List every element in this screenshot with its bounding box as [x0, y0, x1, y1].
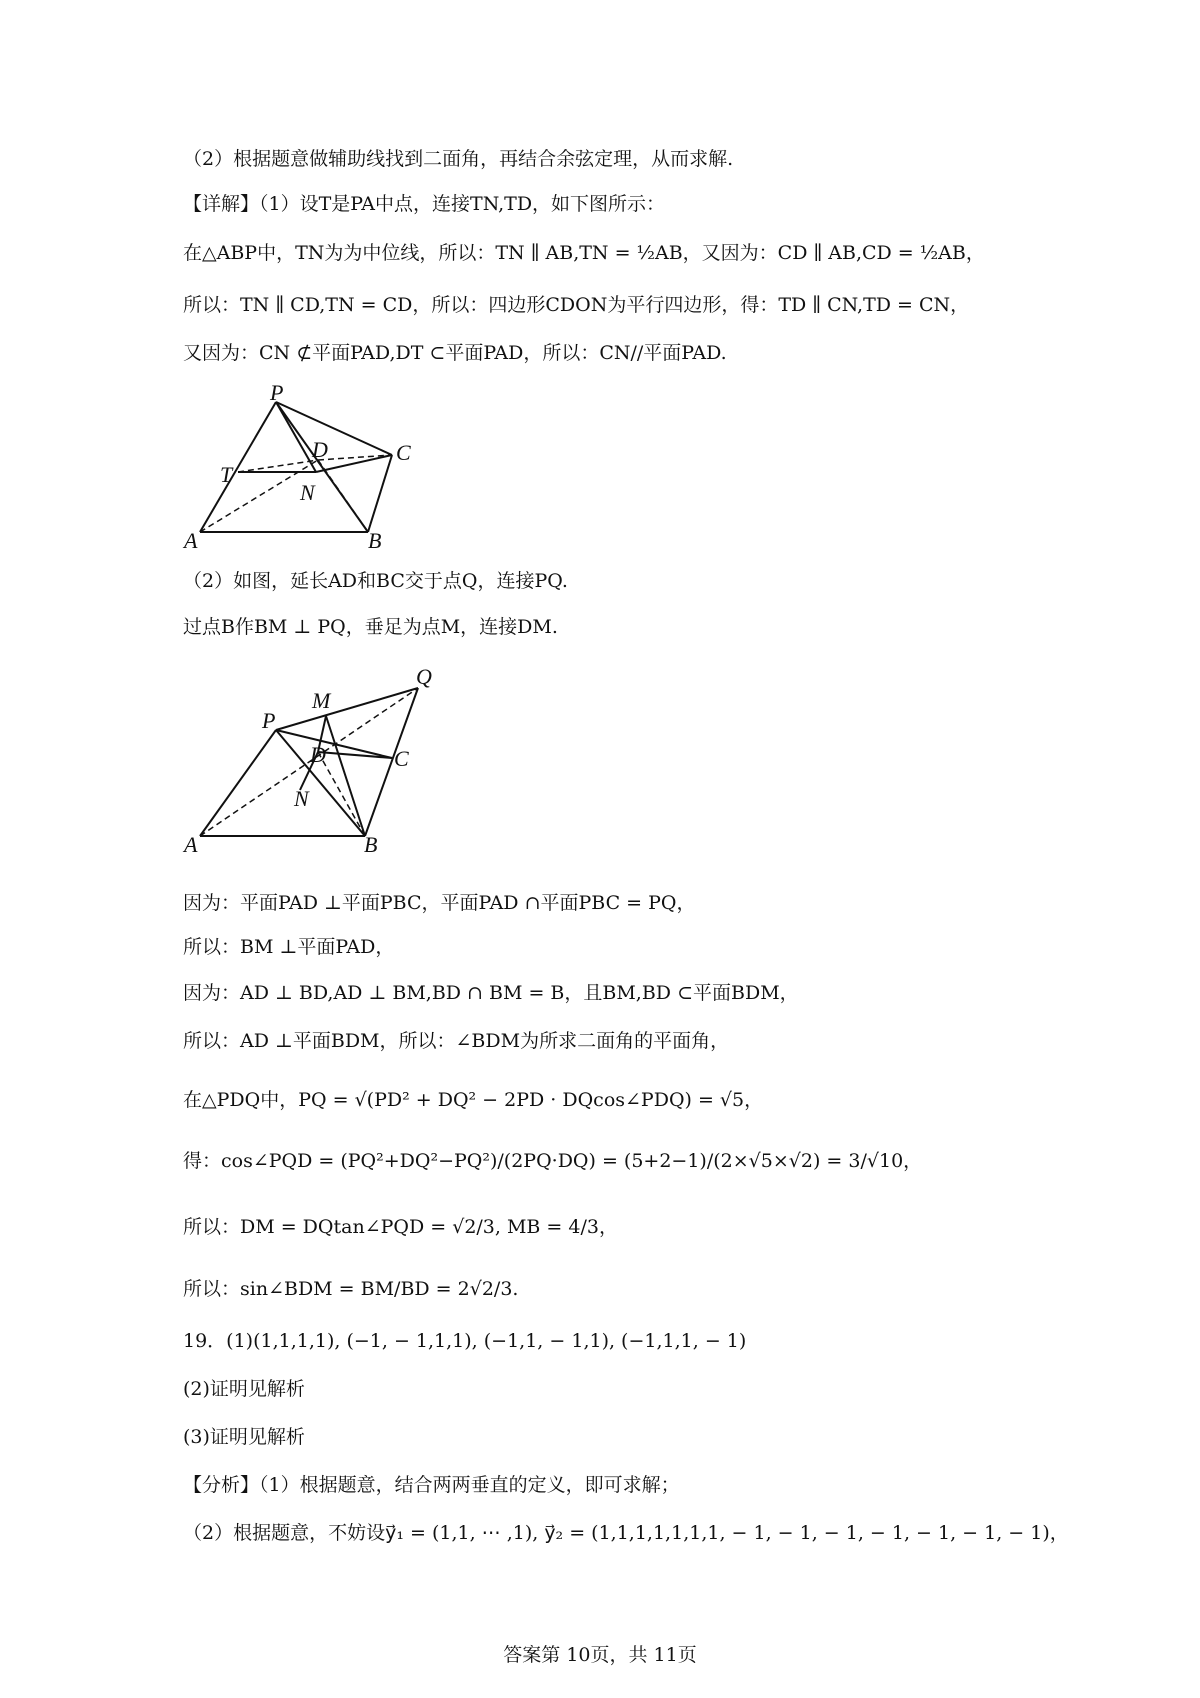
text-line-14: 所以：DM = DQtan∠PQD = √2/3, MB = 4/3，	[183, 1216, 618, 1238]
text-line-12: 在△PDQ中，PQ = √(PD² + DQ² − 2PD · DQcos∠PDQ) = √5，	[183, 1089, 764, 1111]
text-line-4: 所以：TN ∥ CD,TN = CD，所以：四边形CDON为平行四边形，得：TD ∥ CN,TD = CN，	[183, 294, 970, 316]
label-C: C	[394, 746, 409, 771]
text-line-19: 【分析】（1）根据题意，结合两两垂直的定义，即可求解；	[183, 1474, 680, 1496]
figure-1-pyramid	[180, 380, 420, 553]
text-line-18: (3)证明见解析	[183, 1426, 305, 1448]
text-line-5: 又因为：CN ⊄平面PAD,DT ⊂平面PAD，所以：CN//平面PAD.	[183, 342, 727, 364]
text-line-2: 【详解】（1）设T是PA中点，连接TN,TD，如下图所示：	[183, 193, 666, 215]
text-line-16: 19．(1)(1,1,1,1), (−1, − 1,1,1), (−1,1, − 1,1), (−1,1,1, − 1)	[183, 1330, 747, 1352]
figure-2-pyramid	[180, 660, 450, 855]
label-P: P	[262, 708, 276, 733]
label-A: A	[184, 832, 198, 857]
text-line-7: 过点B作BM ⊥ PQ，垂足为点M，连接DM.	[183, 616, 558, 638]
text-line-15: 所以：sin∠BDM = BM/BD = 2√2/3.	[183, 1278, 519, 1300]
label-A: A	[184, 528, 198, 553]
text-line-13: 得：cos∠PQD = (PQ²+DQ²−PQ²)/(2PQ·DQ) = (5+2−1)/(2×√5×√2) = 3/√10，	[183, 1150, 923, 1172]
text-line-3: 在△ABP中，TN为为中位线，所以：TN ∥ AB,TN = ½AB，又因为：CD ∥ AB,CD = ½AB，	[183, 242, 985, 264]
label-M: M	[312, 688, 331, 713]
label-T: T	[220, 462, 233, 487]
label-Q: Q	[416, 664, 432, 689]
label-C: C	[396, 440, 411, 465]
label-B: B	[368, 528, 382, 553]
label-D: D	[310, 742, 326, 767]
text-line-9: 所以：BM ⊥平面PAD，	[183, 936, 395, 958]
text-line-10: 因为：AD ⊥ BD,AD ⊥ BM,BD ∩ BM = B，且BM,BD ⊂平面BDM，	[183, 982, 799, 1004]
text-line-6: （2）如图，延长AD和BC交于点Q，连接PQ.	[183, 570, 568, 592]
text-line-11: 所以：AD ⊥平面BDM，所以：∠BDM为所求二面角的平面角，	[183, 1030, 730, 1052]
label-P: P	[270, 380, 284, 405]
label-D: D	[312, 437, 328, 462]
label-N: N	[294, 786, 309, 811]
text-line-1: （2）根据题意做辅助线找到二面角，再结合余弦定理，从而求解.	[183, 148, 734, 170]
page-footer: 答案第 10页，共 11页	[503, 1644, 697, 1666]
label-B: B	[364, 832, 378, 857]
label-N: N	[300, 480, 315, 505]
text-line-20: （2）根据题意，不妨设y⃗₁ = (1,1, ⋯ ,1), y⃗₂ = (1,1,1,1,1,1,1, − 1, − 1, − 1, − 1, − 1, − 1, − 1)，	[183, 1522, 1069, 1544]
text-line-17: (2)证明见解析	[183, 1378, 305, 1400]
text-line-8: 因为：平面PAD ⊥平面PBC，平面PAD ∩平面PBC = PQ，	[183, 892, 696, 914]
